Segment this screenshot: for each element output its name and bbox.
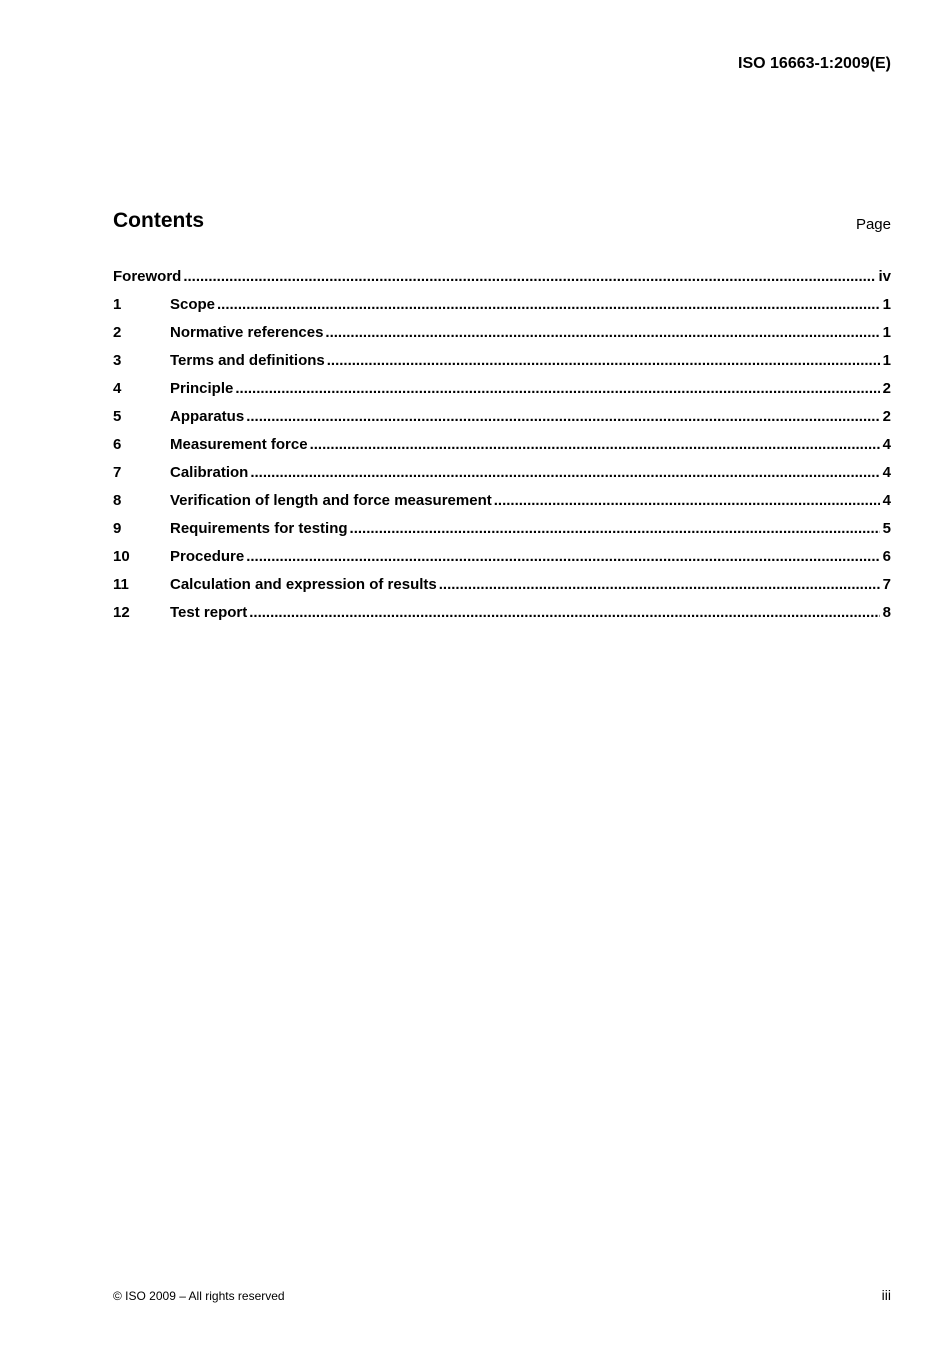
toc-entry-page: 2 (882, 408, 891, 425)
toc-entry-calculation[interactable] (113, 576, 891, 604)
toc-entry-principle[interactable] (113, 380, 891, 408)
toc-entry-page: 4 (882, 436, 891, 453)
table-of-contents (113, 268, 891, 632)
contents-heading: Contents (113, 209, 204, 232)
toc-entry-test-report[interactable] (113, 604, 891, 632)
toc-entry-number: 11 (113, 576, 129, 593)
toc-dot-leader (235, 380, 879, 397)
toc-dot-leader (249, 604, 879, 621)
toc-entry-page: 5 (882, 520, 891, 537)
toc-entry-title: Principle (170, 380, 234, 397)
toc-entry-terms-and-definitions[interactable] (113, 352, 891, 380)
toc-entry-foreword[interactable] (113, 268, 891, 296)
toc-entry-number: 8 (113, 492, 122, 509)
toc-entry-title: Requirements for testing (170, 520, 348, 537)
toc-dot-leader (250, 464, 879, 481)
toc-entry-scope[interactable] (113, 296, 891, 324)
toc-entry-page: 6 (882, 548, 891, 565)
footer-copyright: © ISO 2009 – All rights reserved (113, 1289, 285, 1303)
toc-entry-apparatus[interactable] (113, 408, 891, 436)
toc-entry-number: 6 (113, 436, 122, 453)
toc-dot-leader (325, 324, 879, 341)
toc-entry-title: Measurement force (170, 436, 308, 453)
toc-entry-title: Procedure (170, 548, 245, 565)
toc-entry-number: 1 (113, 296, 122, 313)
toc-entry-number: 9 (113, 520, 122, 537)
toc-dot-leader (217, 296, 880, 313)
toc-entry-title: Calibration (170, 464, 249, 481)
toc-dot-leader (350, 520, 880, 537)
page-column-label: Page (855, 216, 891, 233)
toc-entry-normative-references[interactable] (113, 324, 891, 352)
toc-entry-page: 1 (882, 324, 891, 341)
toc-entry-title: Test report (170, 604, 248, 621)
toc-entry-title: Terms and definitions (170, 352, 325, 369)
toc-entry-page: iv (878, 268, 891, 285)
toc-entry-verification[interactable] (113, 492, 891, 520)
toc-dot-leader (183, 268, 875, 285)
toc-entry-page: 1 (882, 352, 891, 369)
toc-entry-page: 2 (882, 380, 891, 397)
toc-entry-number: 5 (113, 408, 122, 425)
footer-page-number: iii (881, 1287, 891, 1303)
toc-dot-leader (246, 548, 879, 565)
toc-entry-requirements-for-testing[interactable] (113, 520, 891, 548)
toc-entry-number: 12 (113, 604, 130, 621)
toc-entry-title: Foreword (113, 268, 182, 285)
toc-entry-page: 4 (882, 464, 891, 481)
document-id-header: ISO 16663-1:2009(E) (738, 55, 891, 72)
toc-dot-leader (246, 408, 879, 425)
toc-dot-leader (494, 492, 880, 509)
toc-dot-leader (439, 576, 880, 593)
toc-dot-leader (327, 352, 880, 369)
toc-entry-number: 3 (113, 352, 122, 369)
toc-entry-page: 8 (882, 604, 891, 621)
toc-entry-number: 4 (113, 380, 122, 397)
toc-entry-title: Normative references (170, 324, 324, 341)
toc-entry-title: Verification of length and force measurement (170, 492, 492, 509)
toc-entry-page: 1 (882, 296, 891, 313)
toc-entry-procedure[interactable] (113, 548, 891, 576)
toc-dot-leader (310, 436, 880, 453)
toc-entry-title: Scope (170, 296, 216, 313)
toc-entry-number: 10 (113, 548, 130, 565)
toc-entry-title: Apparatus (170, 408, 245, 425)
toc-entry-page: 4 (882, 492, 891, 509)
toc-entry-number: 7 (113, 464, 122, 481)
toc-entry-page: 7 (882, 576, 891, 593)
toc-entry-calibration[interactable] (113, 464, 891, 492)
toc-entry-title: Calculation and expression of results (170, 576, 437, 593)
toc-entry-measurement-force[interactable] (113, 436, 891, 464)
toc-entry-number: 2 (113, 324, 122, 341)
